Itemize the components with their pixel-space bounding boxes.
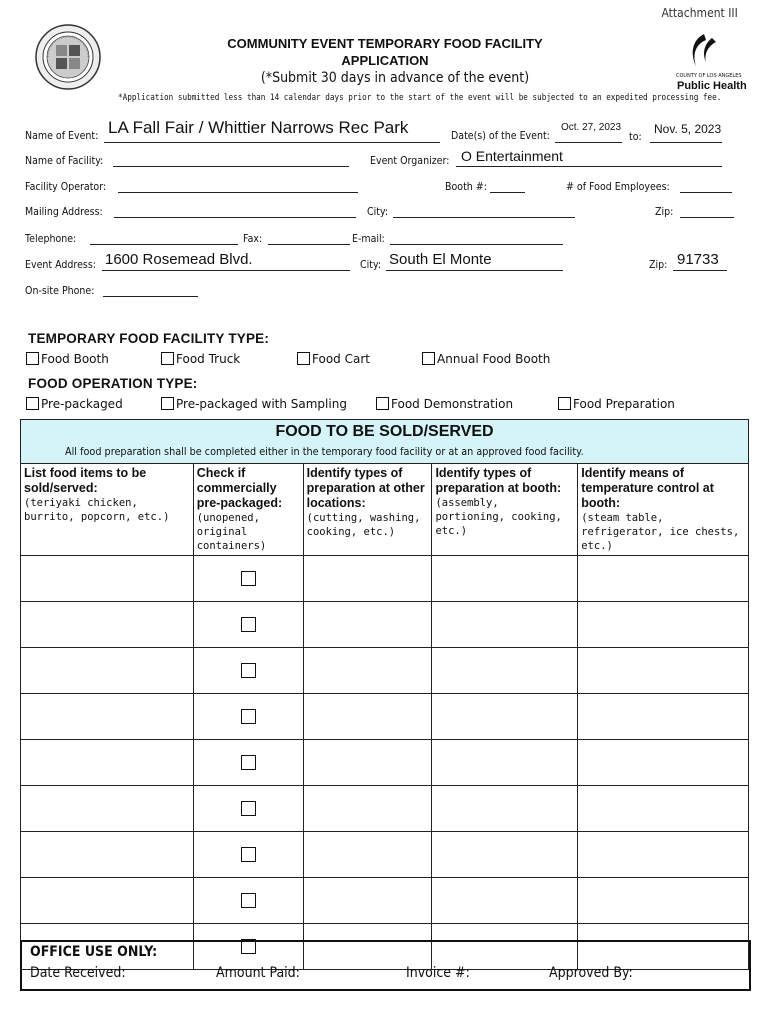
invoice-label: Invoice #: bbox=[406, 965, 470, 981]
event-date-to[interactable]: Nov. 5, 2023 bbox=[654, 122, 722, 136]
operation-type-prepackaged[interactable]: Pre-packaged bbox=[26, 397, 123, 411]
to-label: to: bbox=[629, 130, 642, 143]
operation-type-demonstration[interactable]: Food Demonstration bbox=[376, 397, 513, 411]
checkbox-icon[interactable] bbox=[26, 352, 39, 365]
prepackaged-checkbox[interactable] bbox=[241, 755, 256, 770]
table-row bbox=[21, 740, 749, 786]
table-cell[interactable] bbox=[578, 878, 749, 924]
event-name-label: Name of Event: bbox=[25, 129, 99, 142]
table-cell[interactable] bbox=[303, 648, 432, 694]
food-table-banner bbox=[20, 419, 749, 464]
prepackaged-checkbox[interactable] bbox=[241, 801, 256, 816]
table-cell[interactable] bbox=[578, 602, 749, 648]
table-cell[interactable] bbox=[432, 740, 578, 786]
table-cell[interactable] bbox=[432, 694, 578, 740]
facility-type-annual-booth[interactable]: Annual Food Booth bbox=[422, 352, 550, 366]
table-cell[interactable] bbox=[578, 648, 749, 694]
form-title-line1: COMMUNITY EVENT TEMPORARY FOOD FACILITY bbox=[227, 36, 543, 51]
operator-label: Facility Operator: bbox=[25, 180, 107, 193]
organizer-value[interactable]: O Entertainment bbox=[461, 148, 563, 164]
table-cell[interactable] bbox=[303, 786, 432, 832]
approved-by-label: Approved By: bbox=[549, 965, 633, 981]
table-cell[interactable] bbox=[578, 832, 749, 878]
table-cell[interactable] bbox=[578, 556, 749, 602]
table-cell[interactable] bbox=[303, 878, 432, 924]
facility-name-label: Name of Facility: bbox=[25, 154, 104, 167]
table-cell[interactable] bbox=[193, 648, 303, 694]
column-header-prepackaged: Check if commercially pre-packaged: (unopened, original containers) bbox=[193, 464, 303, 556]
attachment-label: Attachment III bbox=[661, 6, 738, 20]
operation-type-prepackaged-sampling[interactable]: Pre-packaged with Sampling bbox=[161, 397, 347, 411]
table-cell[interactable] bbox=[193, 556, 303, 602]
table-row bbox=[21, 602, 749, 648]
table-cell[interactable] bbox=[432, 556, 578, 602]
prepackaged-checkbox[interactable] bbox=[241, 893, 256, 908]
checkbox-icon[interactable] bbox=[376, 397, 389, 410]
prepackaged-checkbox[interactable] bbox=[241, 571, 256, 586]
checkbox-icon[interactable] bbox=[558, 397, 571, 410]
table-cell[interactable] bbox=[578, 694, 749, 740]
table-cell[interactable] bbox=[193, 694, 303, 740]
event-dates-label: Date(s) of the Event: bbox=[451, 129, 550, 142]
city-label: City: bbox=[367, 205, 389, 218]
table-cell[interactable] bbox=[21, 556, 194, 602]
expedited-note: *Application submitted less than 14 calendar days prior to the start of the event will be subjected to an expedited processing fee. bbox=[118, 93, 722, 103]
prepackaged-checkbox[interactable] bbox=[241, 847, 256, 862]
office-use-heading: OFFICE USE ONLY: bbox=[30, 944, 158, 960]
event-zip-value[interactable]: 91733 bbox=[677, 251, 719, 268]
table-cell[interactable] bbox=[21, 694, 194, 740]
table-row bbox=[21, 832, 749, 878]
table-cell[interactable] bbox=[303, 602, 432, 648]
food-items-table bbox=[20, 463, 749, 970]
event-city-label: City: bbox=[360, 258, 382, 271]
zip-label: Zip: bbox=[655, 205, 674, 218]
facility-type-food-booth[interactable]: Food Booth bbox=[26, 352, 109, 366]
amount-paid-label: Amount Paid: bbox=[216, 965, 300, 981]
column-header-food-items: List food items to be sold/served: (teriyaki chicken, burrito, popcorn, etc.) bbox=[21, 464, 194, 556]
food-table-heading: FOOD TO BE SOLD/SERVED bbox=[275, 423, 494, 440]
onsite-phone-label: On-site Phone: bbox=[25, 284, 95, 297]
event-address-value[interactable]: 1600 Rosemead Blvd. bbox=[105, 251, 253, 268]
prepackaged-checkbox[interactable] bbox=[241, 663, 256, 678]
table-cell[interactable] bbox=[303, 556, 432, 602]
table-cell[interactable] bbox=[21, 602, 194, 648]
food-table-note: All food preparation shall be completed either in the temporary food facility or at an approved food facility. bbox=[65, 445, 584, 458]
table-cell[interactable] bbox=[21, 878, 194, 924]
checkbox-icon[interactable] bbox=[161, 352, 174, 365]
table-cell[interactable] bbox=[21, 648, 194, 694]
checkbox-icon[interactable] bbox=[297, 352, 310, 365]
column-header-temp-control: Identify means of temperature control at booth: (steam table, refrigerator, ice chests, etc.) bbox=[578, 464, 749, 556]
table-cell[interactable] bbox=[303, 832, 432, 878]
table-cell[interactable] bbox=[432, 786, 578, 832]
column-header-other-prep: Identify types of preparation at other locations: (cutting, washing, cooking, etc.) bbox=[303, 464, 432, 556]
facility-type-food-cart[interactable]: Food Cart bbox=[297, 352, 370, 366]
table-header-row bbox=[21, 464, 749, 556]
table-row bbox=[21, 648, 749, 694]
table-cell[interactable] bbox=[193, 832, 303, 878]
column-header-booth-prep: Identify types of preparation at booth: (assembly, portioning, cooking, etc.) bbox=[432, 464, 578, 556]
fax-label: Fax: bbox=[243, 232, 263, 245]
event-name-value[interactable]: LA Fall Fair / Whittier Narrows Rec Park bbox=[108, 118, 409, 137]
logo-public-health: Public Health bbox=[677, 80, 747, 92]
booth-label: Booth #: bbox=[445, 180, 487, 193]
event-city-value[interactable]: South El Monte bbox=[389, 251, 492, 268]
checkbox-icon[interactable] bbox=[26, 397, 39, 410]
prepackaged-checkbox[interactable] bbox=[241, 709, 256, 724]
table-row bbox=[21, 786, 749, 832]
table-cell[interactable] bbox=[578, 740, 749, 786]
event-date-from[interactable]: Oct. 27, 2023 bbox=[561, 122, 622, 133]
table-cell[interactable] bbox=[578, 786, 749, 832]
table-cell[interactable] bbox=[193, 878, 303, 924]
table-cell[interactable] bbox=[432, 878, 578, 924]
event-zip-label: Zip: bbox=[649, 258, 668, 271]
table-cell[interactable] bbox=[21, 832, 194, 878]
table-cell[interactable] bbox=[303, 740, 432, 786]
prepackaged-checkbox[interactable] bbox=[241, 617, 256, 632]
table-row bbox=[21, 694, 749, 740]
organizer-label: Event Organizer: bbox=[370, 154, 450, 167]
office-use-box bbox=[20, 940, 751, 991]
operation-type-preparation[interactable]: Food Preparation bbox=[558, 397, 675, 411]
checkbox-icon[interactable] bbox=[161, 397, 174, 410]
employees-label: # of Food Employees: bbox=[566, 180, 670, 193]
event-address-label: Event Address: bbox=[25, 258, 96, 271]
table-cell[interactable] bbox=[193, 786, 303, 832]
operation-type-heading: FOOD OPERATION TYPE: bbox=[28, 376, 198, 391]
email-label: E-mail: bbox=[352, 232, 385, 245]
table-cell[interactable] bbox=[432, 648, 578, 694]
checkbox-icon[interactable] bbox=[422, 352, 435, 365]
table-cell[interactable] bbox=[432, 602, 578, 648]
table-cell[interactable] bbox=[193, 740, 303, 786]
facility-type-food-truck[interactable]: Food Truck bbox=[161, 352, 240, 366]
table-cell[interactable] bbox=[21, 786, 194, 832]
telephone-label: Telephone: bbox=[25, 232, 77, 245]
table-cell[interactable] bbox=[303, 694, 432, 740]
table-row bbox=[21, 556, 749, 602]
table-cell[interactable] bbox=[432, 832, 578, 878]
form-title-line2: APPLICATION bbox=[341, 53, 429, 68]
logo-small-text: COUNTY OF LOS ANGELES bbox=[676, 73, 742, 79]
mailing-label: Mailing Address: bbox=[25, 205, 103, 218]
facility-type-heading: TEMPORARY FOOD FACILITY TYPE: bbox=[28, 331, 270, 346]
form-subtitle: (*Submit 30 days in advance of the event) bbox=[260, 70, 530, 86]
table-row bbox=[21, 878, 749, 924]
date-received-label: Date Received: bbox=[30, 965, 126, 981]
table-cell[interactable] bbox=[193, 602, 303, 648]
table-cell[interactable] bbox=[21, 740, 194, 786]
